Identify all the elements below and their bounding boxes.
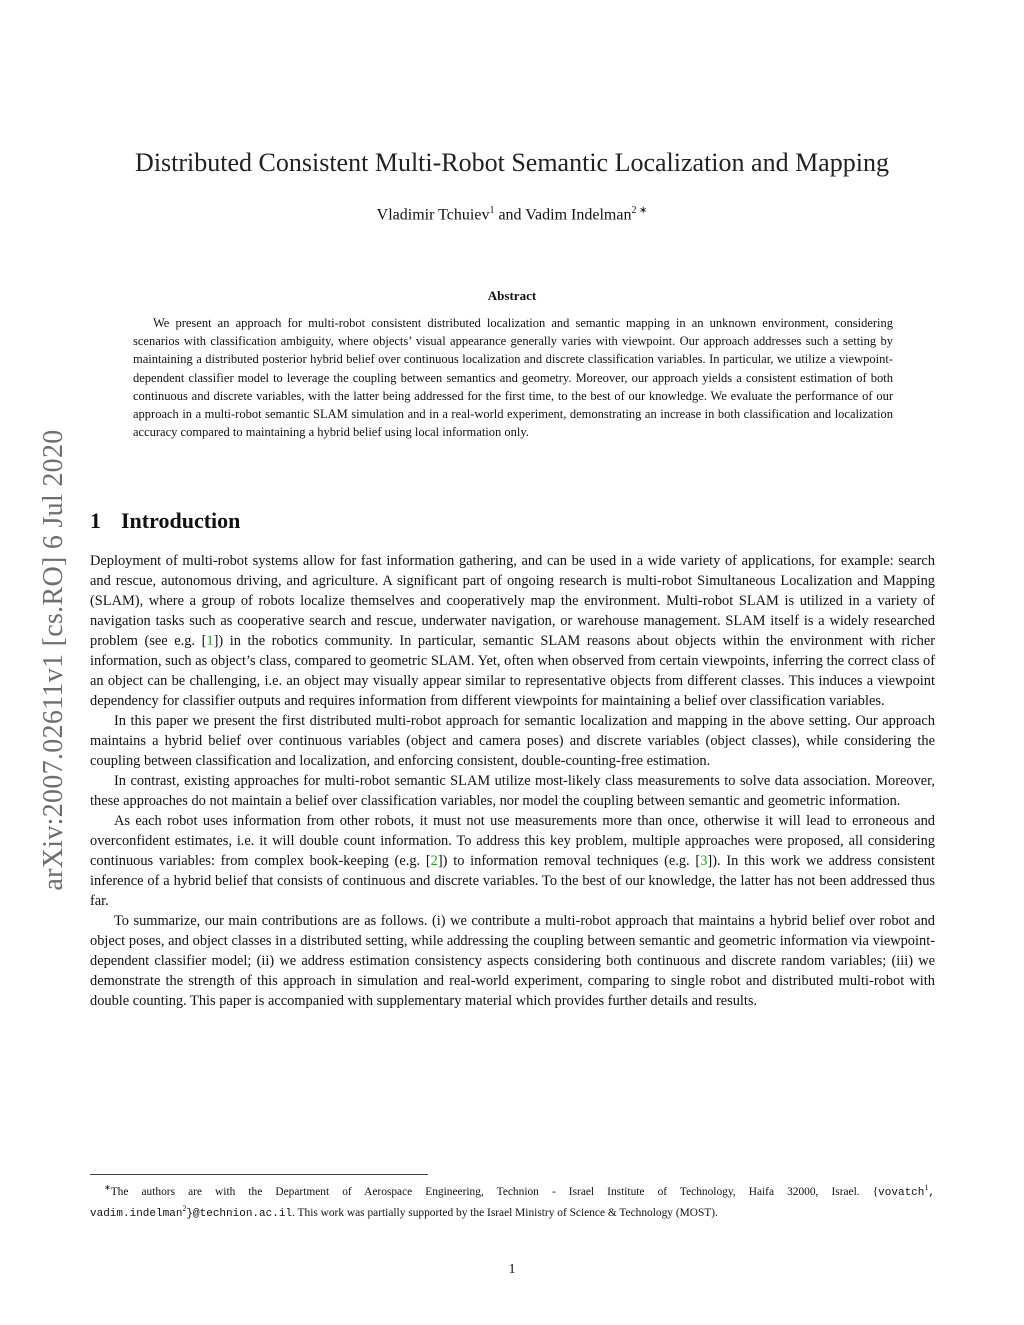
citation-link[interactable]: 1 xyxy=(206,633,214,649)
author-conjunction: and xyxy=(494,206,526,224)
footnote-mark: ∗ xyxy=(636,205,648,216)
footnote-mark: ∗ xyxy=(104,1183,111,1192)
page-number: 1 xyxy=(508,1262,516,1277)
abstract-heading: Abstract xyxy=(487,288,537,303)
email-separator: , xyxy=(928,1186,935,1199)
paragraph xyxy=(90,811,935,911)
affiliation-mark: 1 xyxy=(924,1183,929,1192)
affiliation-mark: 2 xyxy=(631,205,637,216)
citation-link[interactable]: 3 xyxy=(700,853,708,869)
section-title: Introduction xyxy=(121,508,241,533)
footnote xyxy=(90,1180,935,1222)
author-line xyxy=(80,205,944,224)
email-domain: }@technion.ac.il xyxy=(186,1207,293,1220)
introduction-body xyxy=(90,551,935,1011)
footnote-text: . This work was partially supported by the Israel Ministry of Science & Technology (MOST). xyxy=(292,1206,718,1219)
paragraph-text: Deployment of multi-robot systems allow for fast information gathering, and can be used in a wide variety of applications, for example: search and rescue, autonomous driving, and agriculture. A significant part of ongoing research is multi-robot Simultaneous Localization and Mapping (SLAM), where a group of robots localize themselves and cooperatively map the environment. Multi-robot SLAM is utilized in a variety of navigation tasks such as cooperative search and rescue, underwater navigation, or warehouse management. SLAM itself is a widely researched problem (see e.g. [ xyxy=(90,553,935,649)
paragraph xyxy=(90,551,935,711)
section-heading xyxy=(90,508,240,534)
affiliation-mark: 2 xyxy=(182,1203,187,1213)
paragraph-text: ]) in the robotics community. In particular, semantic SLAM reasons about objects within the environment with richer information, such as object’s class, compared to geometric SLAM. Yet, often when observed from certain viewpoints, inferring the correct class of an object can be challenging, i.e. an object may visually appear similar to representative objects from different classes. This induces a viewpoint dependency for classifier outputs and requires information from different viewpoints for maintaining a belief over classification variables. xyxy=(90,633,935,709)
paper-title: Distributed Consistent Multi-Robot Semantic Localization and Mapping xyxy=(135,148,889,177)
email-user: vadim.indelman xyxy=(90,1207,183,1220)
paragraph-text: ]). In this work we address consistent inference of a hybrid belief that consists of continuous and discrete variables. To the best of our knowledge, the latter has not been addressed thus far. xyxy=(90,853,935,909)
citation-link[interactable]: 2 xyxy=(430,853,438,869)
paragraph: To summarize, our main contributions are as follows. (i) we contribute a multi-robot approach that maintains a hybrid belief over robot and object poses, and object classes in a distributed setting, while addressing the coupling between semantic and geometric information via viewpoint-dependent classifier model; (ii) we address estimation consistency aspects considering both continuous and discrete random variables; (iii) we demonstrate the strength of this approach in simulation and real-world experiment, comparing to single robot and distributed multi-robot with double counting. This paper is accompanied with supplementary material which provides further details and results. xyxy=(90,913,935,1009)
paragraph: In this paper we present the first distributed multi-robot approach for semantic localization and mapping in the above setting. Our approach maintains a hybrid belief over continuous variables (object and camera poses) and discrete variables (object classes), while considering the coupling between classification and localization, and enforcing consistent, double-counting-free estimation. xyxy=(90,713,935,769)
section-number: 1 xyxy=(90,508,101,533)
footnote-text: The authors are with the Department of Aerospace Engineering, Technion - Israel Institute of Technology, Haifa 32000, Israel. { xyxy=(110,1185,879,1198)
abstract-text: We present an approach for multi-robot consistent distributed localization and semantic mapping in an unknown environment, considering scenarios with classification ambiguity, where objects’ visual appearance generally varies with viewpoint. Our approach addresses such a setting by maintaining a distributed posterior hybrid belief over continuous localization and discrete classification variables. In particular, we utilize a viewpoint-dependent classifier model to leverage the coupling between semantics and geometry. Moreover, our approach yields a consistent estimation of both continuous and discrete variables, with the latter being addressed for the first time, to the best of our knowledge. We evaluate the performance of our approach in a multi-robot semantic SLAM simulation and in a real-world experiment, demonstrating an increase in both classification and localization accuracy compared to maintaining a hybrid belief using local information only. xyxy=(133,316,893,440)
affiliation-mark: 1 xyxy=(489,205,495,216)
email-user: vovatch xyxy=(878,1186,925,1199)
paragraph-text: As each robot uses information from other robots, it must not use measurements more than once, otherwise it will lead to erroneous and overconfident estimates, i.e. it will double count information. To address this key problem, multiple approaches were proposed, all considering continuous variables: from complex book-keeping (e.g. [ xyxy=(90,813,935,869)
author-name: Vladimir Tchuiev xyxy=(376,206,490,224)
author-name: Vadim Indelman xyxy=(525,206,632,224)
footnote-divider xyxy=(90,1174,428,1175)
arxiv-identifier-stamp: arXiv:2007.02611v1 [cs.RO] 6 Jul 2020 xyxy=(38,429,69,891)
paragraph: In contrast, existing approaches for multi-robot semantic SLAM utilize most-likely class measurements to solve data association. Moreover, these approaches do not maintain a belief over classification variables, nor model the coupling between semantic and geometric information. xyxy=(90,773,935,809)
paragraph-text: ]) to information removal techniques (e.g. [ xyxy=(437,853,701,869)
